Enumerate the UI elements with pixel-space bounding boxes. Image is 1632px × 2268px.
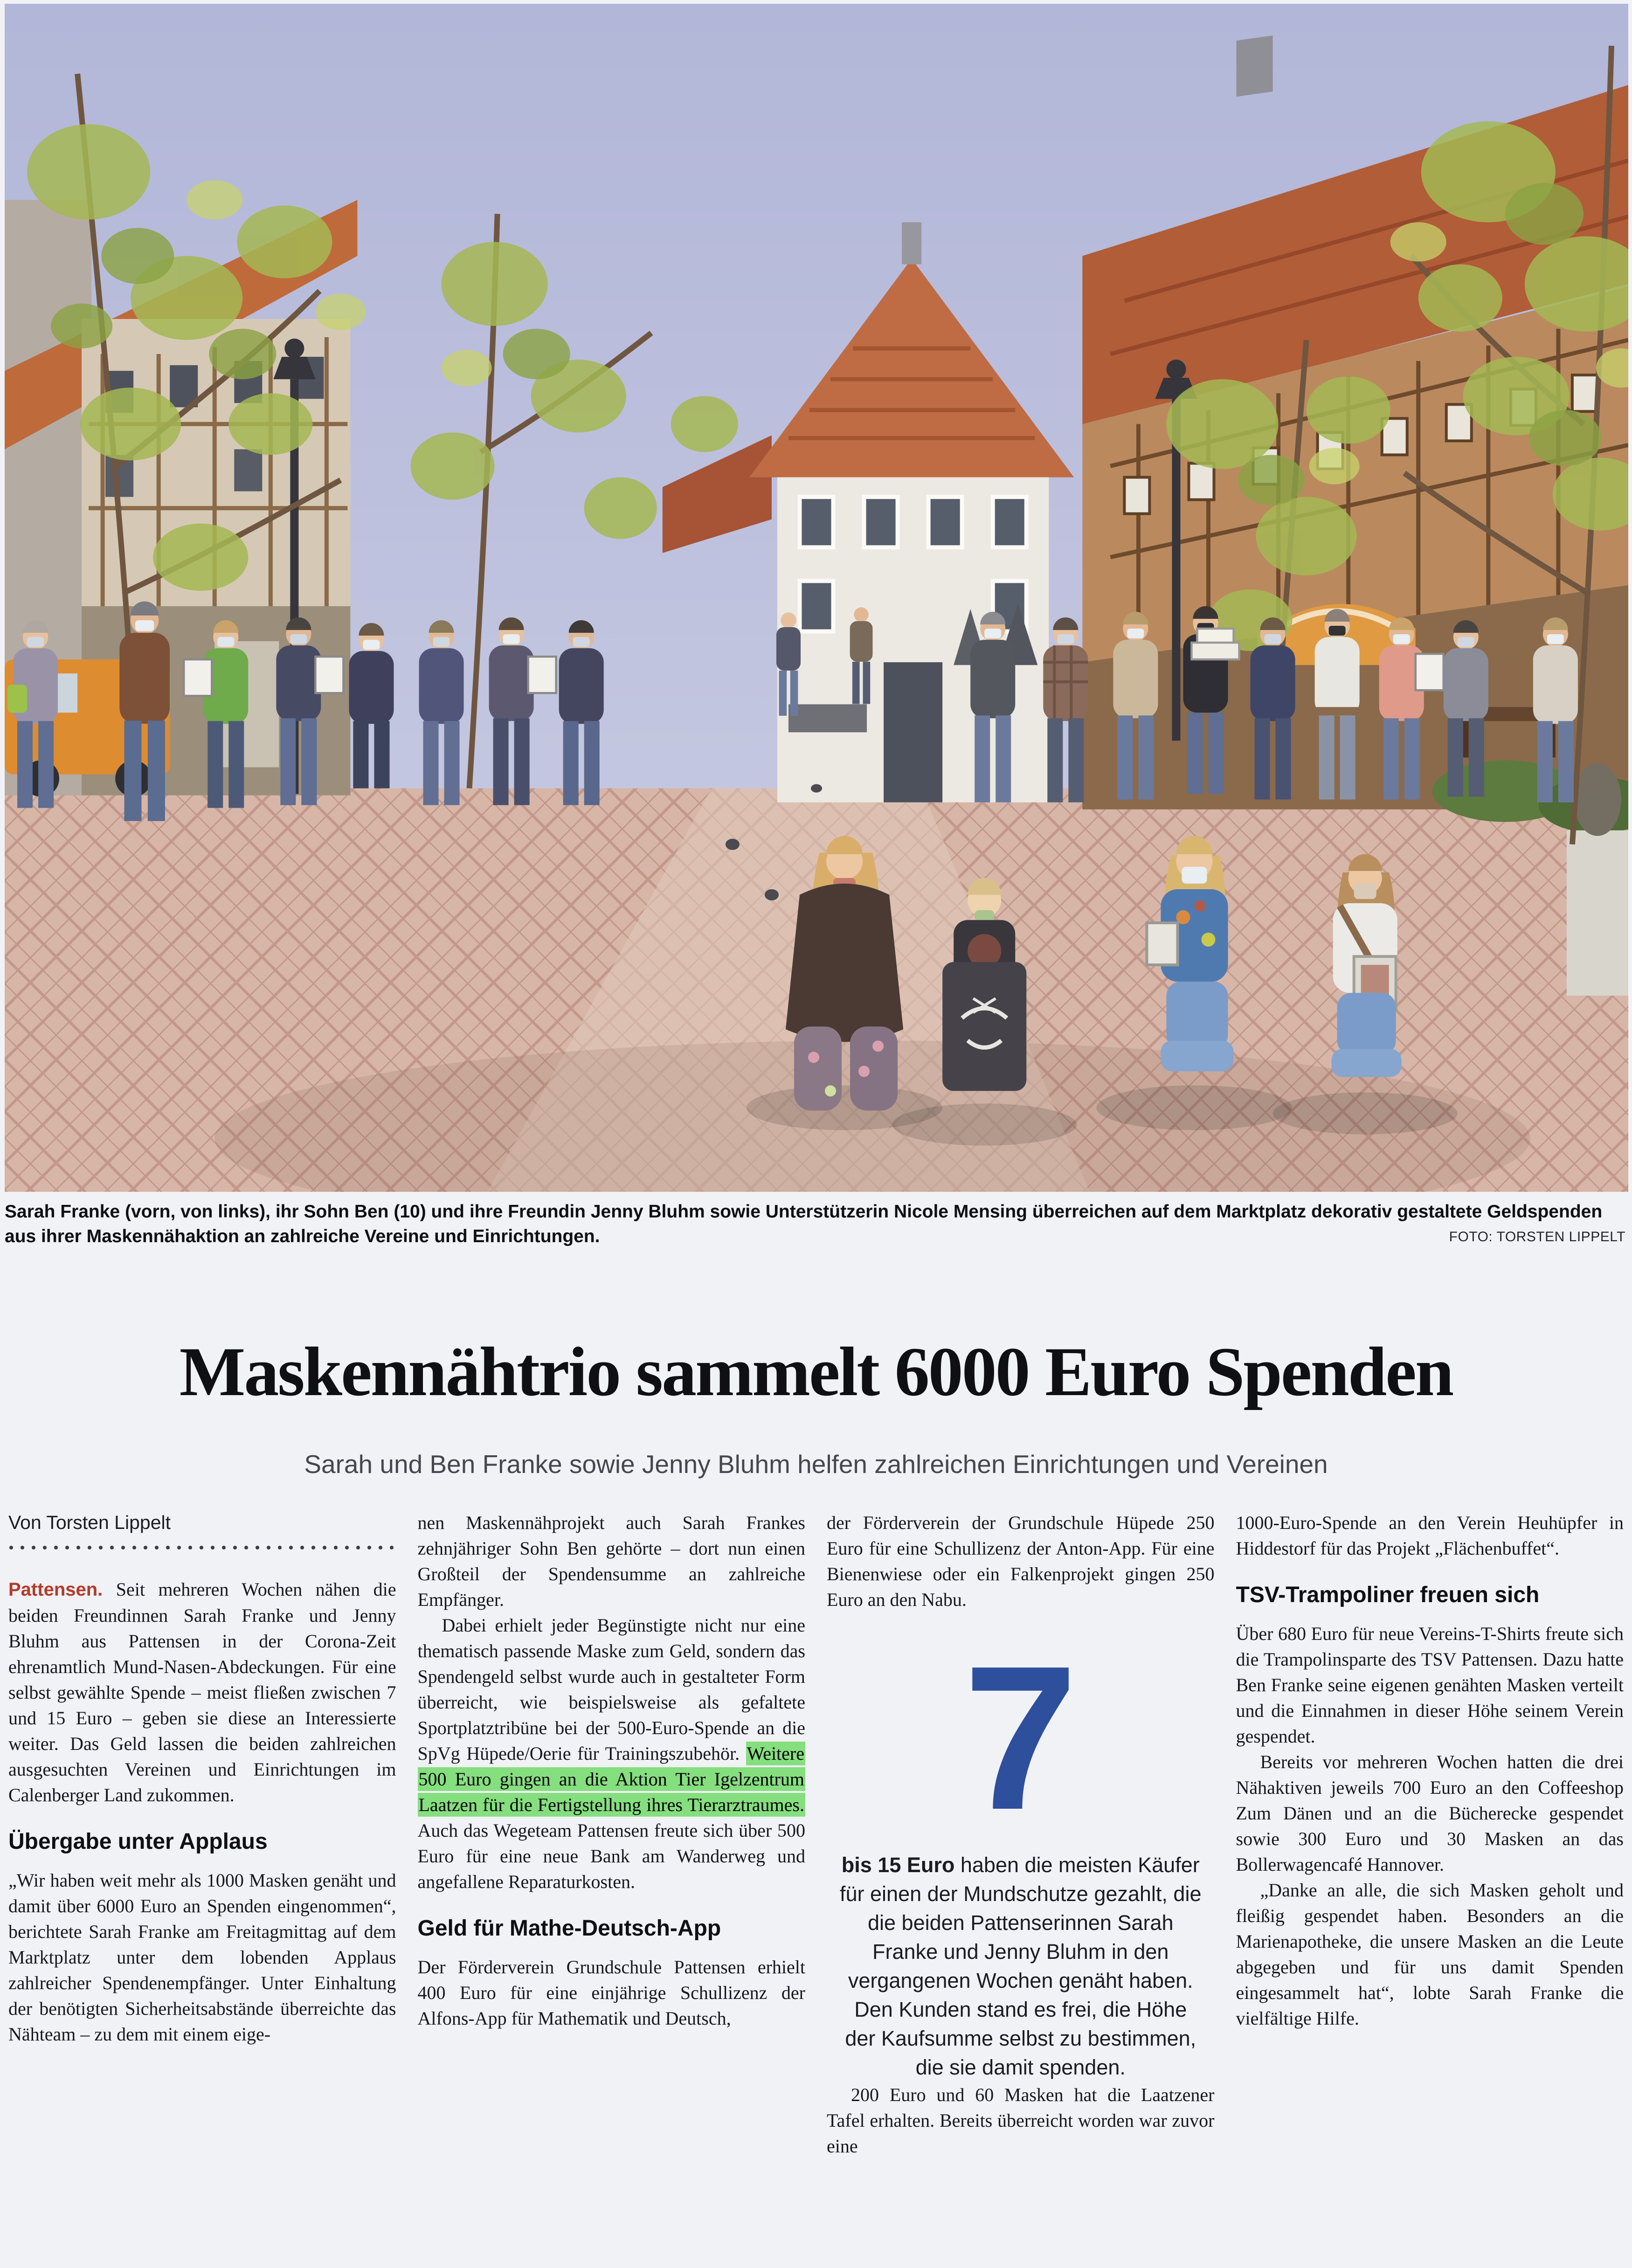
paragraph: nen Maskennähprojekt auch Sarah Frankes zehnjähriger Sohn Ben gehörte – dort nun einen Großteil der Spendensumme an zahlreiche Empfänger. [417, 1512, 805, 1610]
paragraph: Der Förderverein Grundschule Pattensen erhielt 400 Euro für eine einjährige Schullizenz der Alfons-App für Mathematik und Deutsch, [417, 1957, 805, 2029]
paragraph-with-highlight [418, 1612, 806, 1895]
section-subhead-applaus: Übergabe unter Applaus [8, 1829, 268, 1854]
photo-caption-text: Sarah Franke (vorn, von links), ihr Sohn Ben (10) und ihre Freundin Jenny Bluhm sowie Unterstützerin Nicole Mensing überreichen auf dem Marktplatz dekorativ gestaltete Geldspenden aus ihrer Maskennähaktion an zahlreiche Vereine und Einrichtungen. [5, 1202, 1603, 1246]
marketplace-photo [5, 4, 1628, 1192]
column-4 [1236, 1510, 1624, 2261]
paragraph: der Förderverein der Grundschule Hüpede 250 Euro für eine Schullizenz der Anton-App. Für eine Bienenwiese oder ein Falkenprojekt gingen 250 Euro an den Nabu. [827, 1512, 1215, 1610]
byline: Von Torsten Lippelt [8, 1512, 171, 1533]
photo-credit: FOTO: TORSTEN LIPPELT [1449, 1229, 1625, 1245]
column-3 [827, 1510, 1215, 2261]
column-1 [8, 1510, 396, 2261]
article-subheadline: Sarah und Ben Franke sowie Jenny Bluhm helfen zahlreichen Einrichtungen und Vereinen [304, 1450, 1328, 1479]
highlight-mark: Weitere 500 Euro gingen an die Aktion Tier Igelzentrum Laatzen für die Fertigstellung ihres Tierarztraumes. [418, 1742, 806, 1817]
highlight-pre: Dabei erhielt jeder Begünstigte nicht nur eine thematisch passende Maske zum Geld, sondern das Spendengeld selbst wurde auch in gestalteter Form überreicht, wie beispielsweise als gefaltete Sportplatztribüne bei der 500-Euro-Spende an die SpVg Hüpede/Oerie für Trainingszubehör. [417, 1615, 805, 1764]
paragraph: „Wir haben weit mehr als 1000 Masken genäht und damit über 6000 Euro an Spenden eingenommen“, berichtete Sarah Franke am Freitagmittag auf dem Marktplatz unter dem lobenden Applaus zahlreicher Spendenempfänger. Unter Einhaltung der benötigten Sicherheitsabstände überreichte das Nähteam – zu dem mit einem eige- [8, 1870, 396, 2045]
highlight-post: Auch das Wegeteam Pattensen freute sich über 500 Euro für eine neue Bank am Wanderweg und angefallene Reparaturkosten. [417, 1820, 805, 1892]
callout-rest: haben die meisten Käufer für einen der Mundschutze gezahlt, die die beiden Pattenserinnen Sarah Franke und Jenny Bluhm in den vergangenen Wochen genäht haben. Den Kunden stand es frei, die Höhe der Kaufsumme selbst zu bestimmen, die sie damit spenden. [840, 1853, 1202, 2079]
paragraph: 200 Euro und 60 Masken hat die Laatzener Tafel erhalten. Bereits überreicht worden war zuvor eine [827, 2084, 1215, 2157]
callout-bold: bis 15 Euro [841, 1853, 955, 1877]
article-body [8, 1510, 1624, 2261]
lead-text: Seit mehreren Wochen nähen die beiden Freundinnen Sarah Franke und Jenny Bluhm aus Pattensen in der Corona-Zeit ehrenamtlich Mund-Nasen-Abdeckungen. Für eine selbst gewählte Spende – meist fließen zwischen 7 und 15 Euro – geben sie diese an Interessierte weiter. Das Geld lassen die beiden zahlreichen ausgesuchten Vereinen und Einrichtungen im Calenberger Land zukommen. [8, 1579, 396, 1805]
callout-text [827, 1851, 1215, 2082]
marketplace-photo-illustration [5, 4, 1628, 1192]
column-2 [418, 1510, 806, 2261]
photo-caption [5, 1199, 1628, 1249]
big-number-7: 7 [963, 1624, 1078, 1853]
dateline: Pattensen. [8, 1579, 103, 1600]
paragraph: „Danke an alle, die sich Masken geholt und fleißig gespendet haben. Besonders an die Marienapotheke, die unsere Masken an die Leute abgegeben und für uns damit Spenden eingesammelt hat“, lobte Sarah Franke die vielfältige Hilfe. [1236, 1880, 1624, 2029]
article-headline: Maskennähtrio sammelt 6000 Euro Spenden [179, 1333, 1453, 1411]
paragraph: Über 680 Euro für neue Vereins-T-Shirts freute sich die Trampolinsparte des TSV Pattensen. Dazu hatte Ben Franke seine eigenen genähten Masken verteilt und die Einnahmen in dieser Höhe seinem Verein gespendet. [1236, 1623, 1624, 1747]
section-subhead-app: Geld für Mathe-Deutsch-App [417, 1916, 721, 1941]
paragraph: 1000-Euro-Spende an den Verein Heuhüpfer in Hiddestorf für das Projekt „Flächenbuffet“. [1236, 1512, 1624, 1559]
paragraph: Bereits vor mehreren Wochen hatten die drei Nähaktiven jeweils 700 Euro an den Coffeeshop Zum Dänen und an die Bücherecke gespendet sowie 300 Euro und 30 Masken an das Bollerwagencafé Hannover. [1236, 1751, 1624, 1875]
section-subhead-tsv: TSV-Trampoliner freuen sich [1236, 1583, 1540, 1607]
byline-divider [8, 1545, 396, 1550]
paragraph-lead [8, 1577, 396, 1808]
